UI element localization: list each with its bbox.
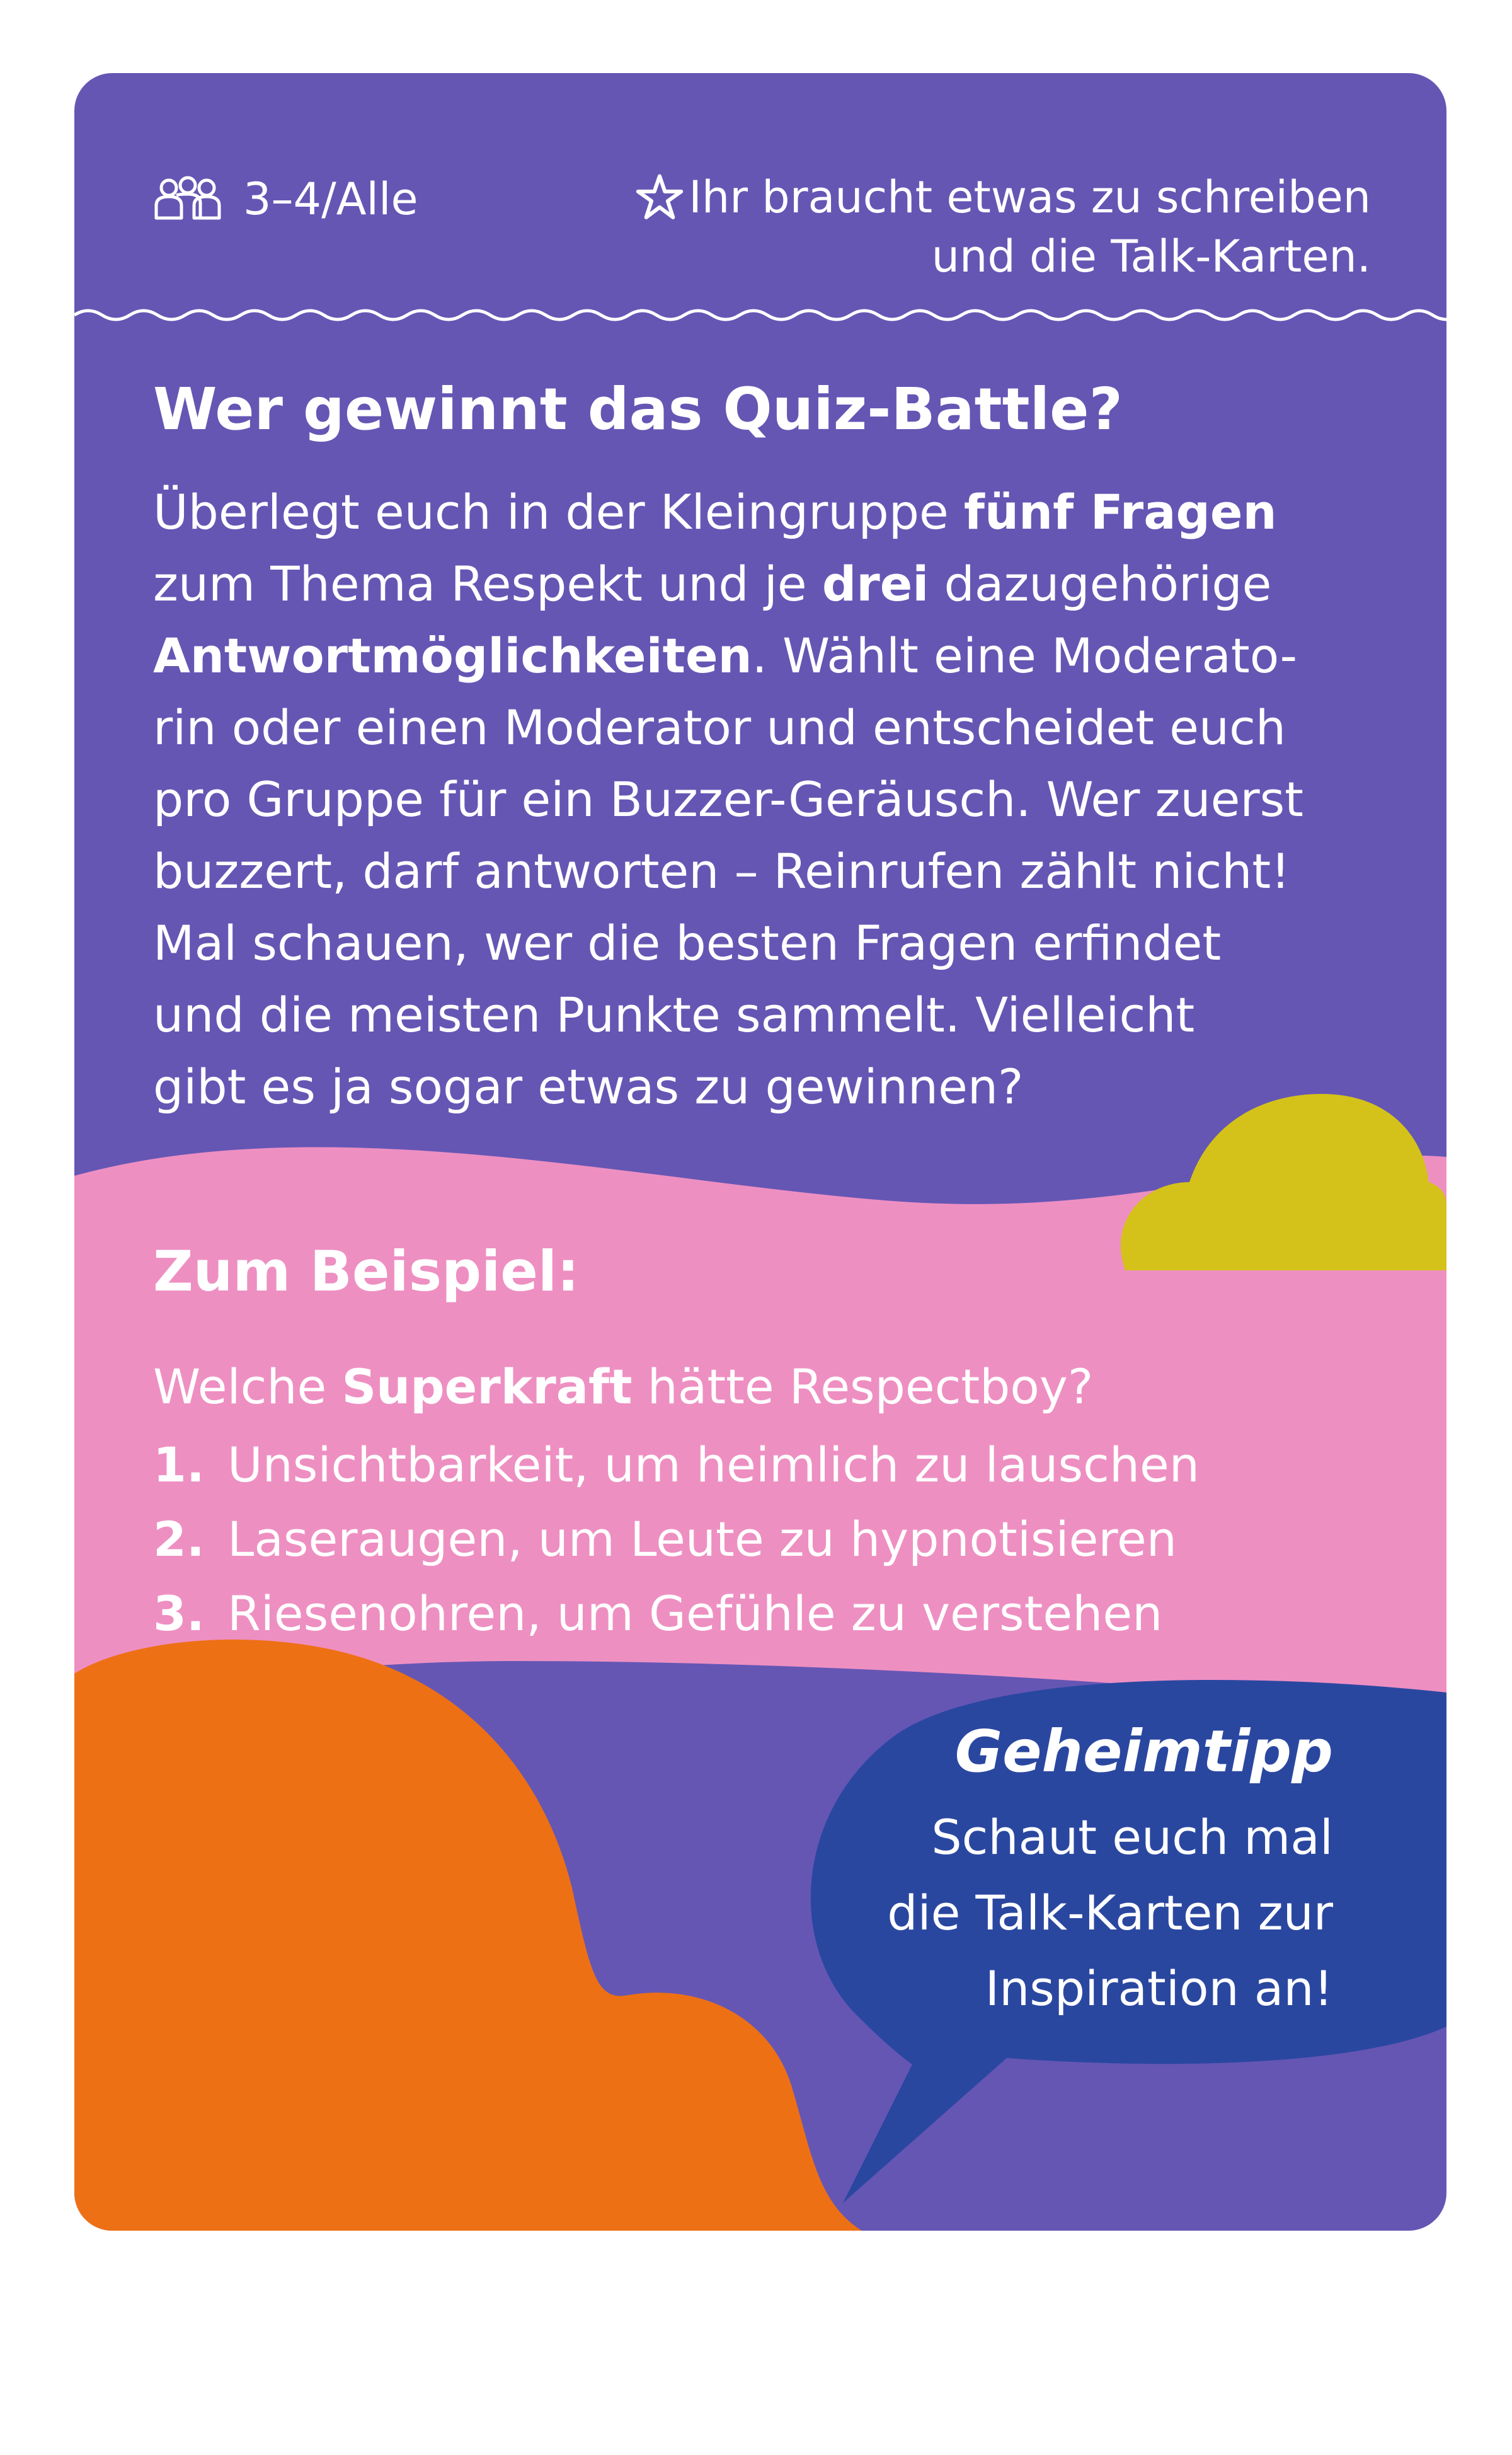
answer-number: 2. (153, 1511, 205, 1567)
example-answer-list (153, 1428, 1200, 1651)
requirements (552, 168, 1371, 286)
card-title: Wer gewinnt das Quiz-Battle? (153, 376, 1123, 443)
requirement-line-2: und die Talk-Karten. (931, 231, 1371, 282)
body-emphasis: fünf Fragen (963, 484, 1277, 540)
body-run: zum Thema Respekt und je (153, 556, 807, 612)
body-emphasis: drei (822, 556, 929, 612)
group-icon (150, 174, 226, 224)
body-run: Überlegt euch in der Kleingruppe (153, 484, 964, 540)
answer-text: Riesenohren, um Gefühle zu verstehen (227, 1585, 1163, 1641)
body-run: . Wählt eine Moderato- rin oder einen Moderator und entscheidet euch pro Gruppe für ein Buzzer-Geräusch. Wer zuerst buzzert, darf antworten – Reinrufen zählt nicht! Mal schauen, wer die besten Fragen erfindet und die meisten Punkte sammelt. Vielleicht gibt es ja sogar etwas zu gewinnen? (153, 628, 1303, 1115)
list-item (153, 1502, 1200, 1577)
star-icon (636, 173, 684, 221)
answer-text: Unsichtbarkeit, um heimlich zu lauschen (227, 1437, 1200, 1493)
requirement-line-1: Ihr braucht etwas zu schreiben (689, 171, 1371, 223)
player-count-label: 3–4/Alle (243, 173, 418, 225)
tip-title: Geheimtipp (954, 1718, 1333, 1785)
body-run: dazugehörige (944, 556, 1272, 612)
body-emphasis: Antwortmöglichkeiten (153, 628, 752, 684)
example-title: Zum Beispiel: (153, 1239, 580, 1304)
tip-text: Schaut euch mal die Talk-Karten zur Inspiration an! (887, 1809, 1333, 2016)
answer-number: 3. (153, 1585, 205, 1641)
card-body-text (153, 476, 1388, 1123)
answer-number: 1. (153, 1437, 205, 1493)
quiz-card (74, 73, 1446, 2231)
list-item (153, 1428, 1200, 1502)
answer-text: Laseraugen, um Leute zu hypnotisieren (227, 1511, 1177, 1567)
player-count (150, 168, 418, 231)
list-item (153, 1577, 1200, 1651)
wavy-divider (74, 311, 1446, 319)
example-question: Welche Superkraft hätte Respectboy? (153, 1359, 1094, 1415)
